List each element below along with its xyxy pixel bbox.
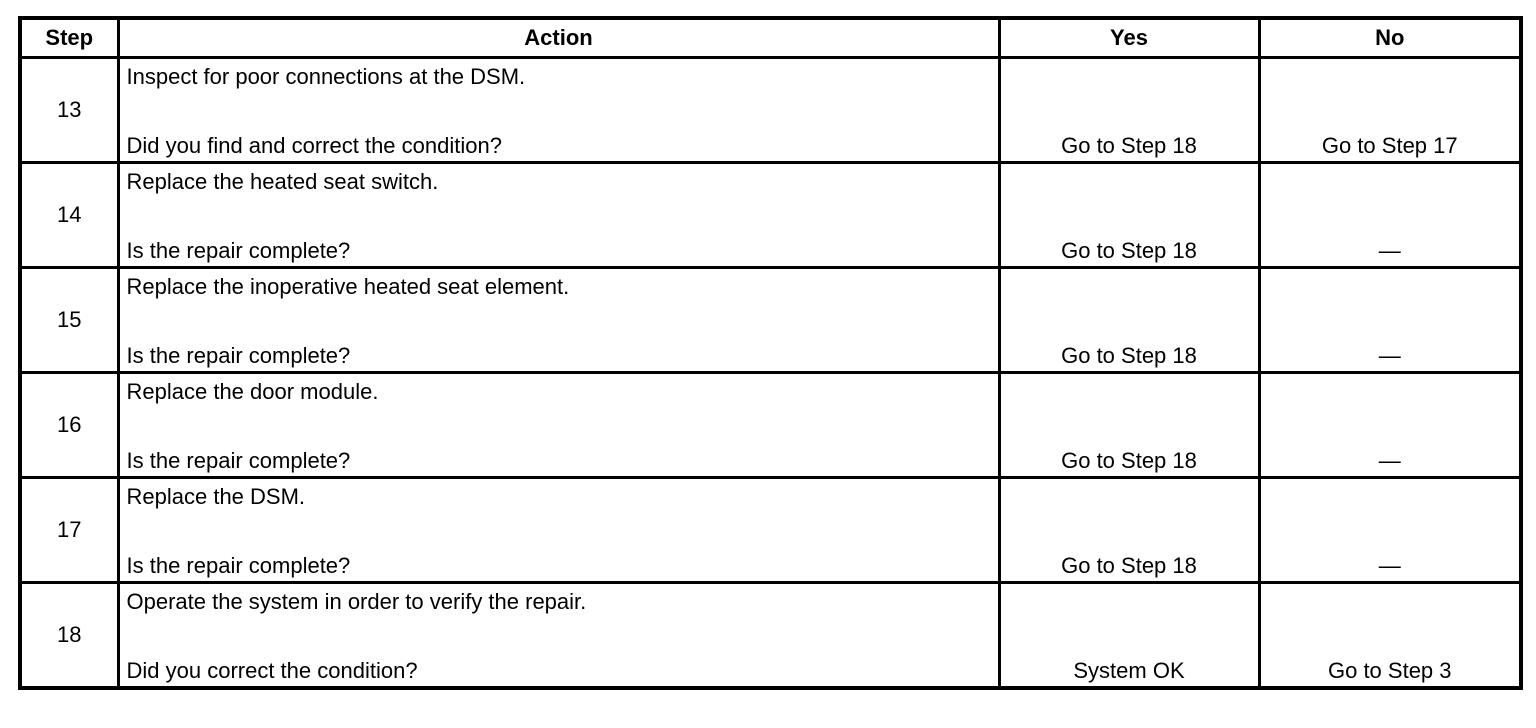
step-number: 14 <box>20 163 118 268</box>
action-cell <box>118 373 999 478</box>
action-cell <box>118 478 999 583</box>
table-row <box>20 163 1521 268</box>
action-instruction: Replace the heated seat switch. <box>126 169 439 194</box>
yes-cell <box>999 268 1259 373</box>
action-instruction: Operate the system in order to verify the repair. <box>126 589 587 614</box>
yes-result: Go to Step 18 <box>1061 238 1197 263</box>
no-cell <box>1259 163 1521 268</box>
yes-result: System OK <box>1073 658 1185 683</box>
action-question: Did you correct the condition? <box>126 658 418 683</box>
action-question: Is the repair complete? <box>126 343 351 368</box>
action-cell <box>118 583 999 689</box>
action-cell <box>118 58 999 163</box>
action-instruction: Replace the inoperative heated seat element. <box>126 274 570 299</box>
yes-cell <box>999 58 1259 163</box>
no-result: — <box>1378 343 1401 368</box>
step-number: 17 <box>20 478 118 583</box>
action-cell <box>118 268 999 373</box>
action-question: Is the repair complete? <box>126 238 351 263</box>
step-column-header: Step <box>20 18 118 58</box>
no-cell <box>1259 268 1521 373</box>
table-row <box>20 583 1521 689</box>
yes-column-header: Yes <box>999 18 1259 58</box>
action-instruction: Replace the door module. <box>126 379 379 404</box>
diagnostic-table <box>18 16 1523 690</box>
yes-result: Go to Step 18 <box>1061 448 1197 473</box>
action-column-header: Action <box>118 18 999 58</box>
action-question: Did you find and correct the condition? <box>126 133 502 158</box>
no-cell <box>1259 583 1521 689</box>
action-instruction: Replace the DSM. <box>126 484 306 509</box>
step-number: 16 <box>20 373 118 478</box>
action-question: Is the repair complete? <box>126 553 351 578</box>
no-cell <box>1259 373 1521 478</box>
no-result: — <box>1378 448 1401 473</box>
action-question: Is the repair complete? <box>126 448 351 473</box>
table-row <box>20 373 1521 478</box>
table-row <box>20 478 1521 583</box>
action-instruction: Inspect for poor connections at the DSM. <box>126 64 526 89</box>
yes-cell <box>999 373 1259 478</box>
no-result: — <box>1378 238 1401 263</box>
no-column-header: No <box>1259 18 1521 58</box>
no-result: Go to Step 3 <box>1327 658 1452 683</box>
yes-result: Go to Step 18 <box>1061 343 1197 368</box>
yes-result: Go to Step 18 <box>1061 133 1197 158</box>
table-row <box>20 58 1521 163</box>
yes-cell <box>999 478 1259 583</box>
yes-cell <box>999 163 1259 268</box>
table-header-row <box>20 18 1521 58</box>
no-cell <box>1259 478 1521 583</box>
step-number: 13 <box>20 58 118 163</box>
no-result: — <box>1378 553 1401 578</box>
no-result: Go to Step 17 <box>1321 133 1458 158</box>
no-cell <box>1259 58 1521 163</box>
table-row <box>20 268 1521 373</box>
action-cell <box>118 163 999 268</box>
step-number: 15 <box>20 268 118 373</box>
yes-result: Go to Step 18 <box>1061 553 1197 578</box>
yes-cell <box>999 583 1259 689</box>
step-number: 18 <box>20 583 118 689</box>
